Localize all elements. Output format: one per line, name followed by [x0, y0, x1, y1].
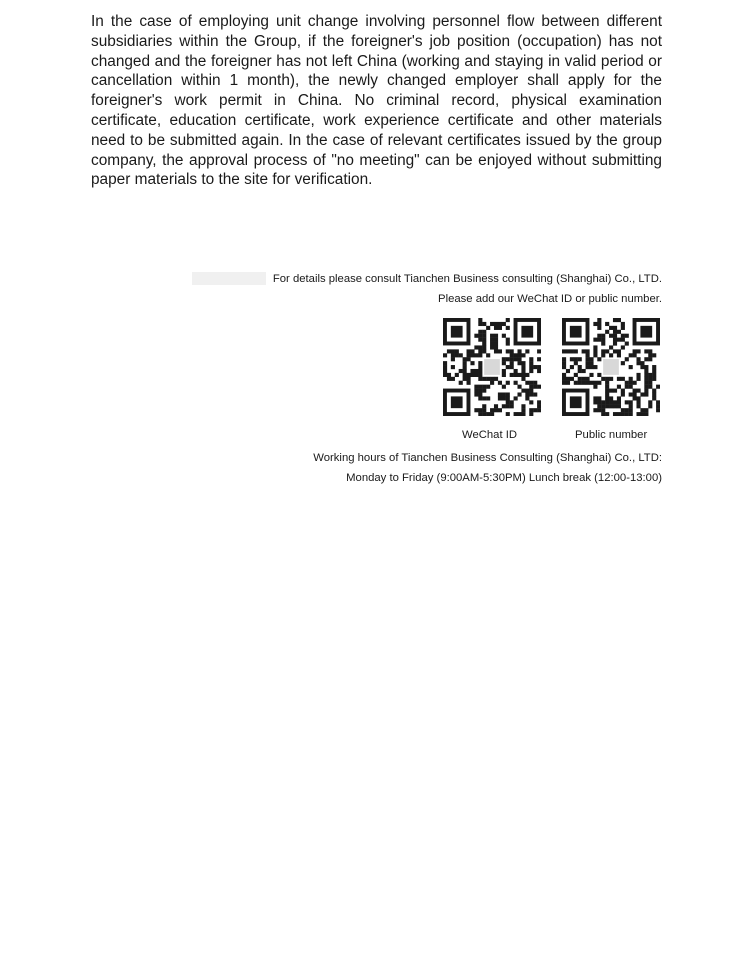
wechat-qr-caption: WeChat ID [462, 429, 518, 441]
consult-text: For details please consult Tianchen Business consulting (Shanghai) Co., LTD. [272, 273, 662, 285]
working-hours-schedule: Monday to Friday (9:00AM-5:30PM) Lunch break (12:00-13:00) [346, 472, 662, 484]
body-paragraph: In the case of employing unit change involving personnel flow between different subsidiaries within the Group, if the foreigner's job position (occupation) has not changed and the foreigner has not left China (working and staying in valid period or cancellation within 1 month), the newly changed employer shall apply for the foreigner's work permit in China. No criminal record, physical examination certificate, education certificate, work experience certificate and other materials need to be submitted again. In the case of relevant certificates issued by the group company, the approval process of "no meeting" can be enjoyed without submitting paper materials to the site for verification. [91, 13, 662, 189]
qr-code-row [441, 318, 661, 418]
wechat-qr-code-icon [443, 318, 541, 416]
public-number-qr-caption: Public number [575, 429, 648, 441]
working-hours-title: Working hours of Tianchen Business Consulting (Shanghai) Co., LTD: [313, 452, 662, 464]
public-number-qr-code-icon [562, 318, 660, 416]
highlight-shade [192, 272, 266, 285]
working-hours [222, 448, 662, 488]
wechat-instruction: Please add our WeChat ID or public number. [438, 292, 662, 305]
contact-block [192, 270, 662, 309]
consult-line [192, 270, 662, 290]
qr-captions [441, 429, 666, 445]
